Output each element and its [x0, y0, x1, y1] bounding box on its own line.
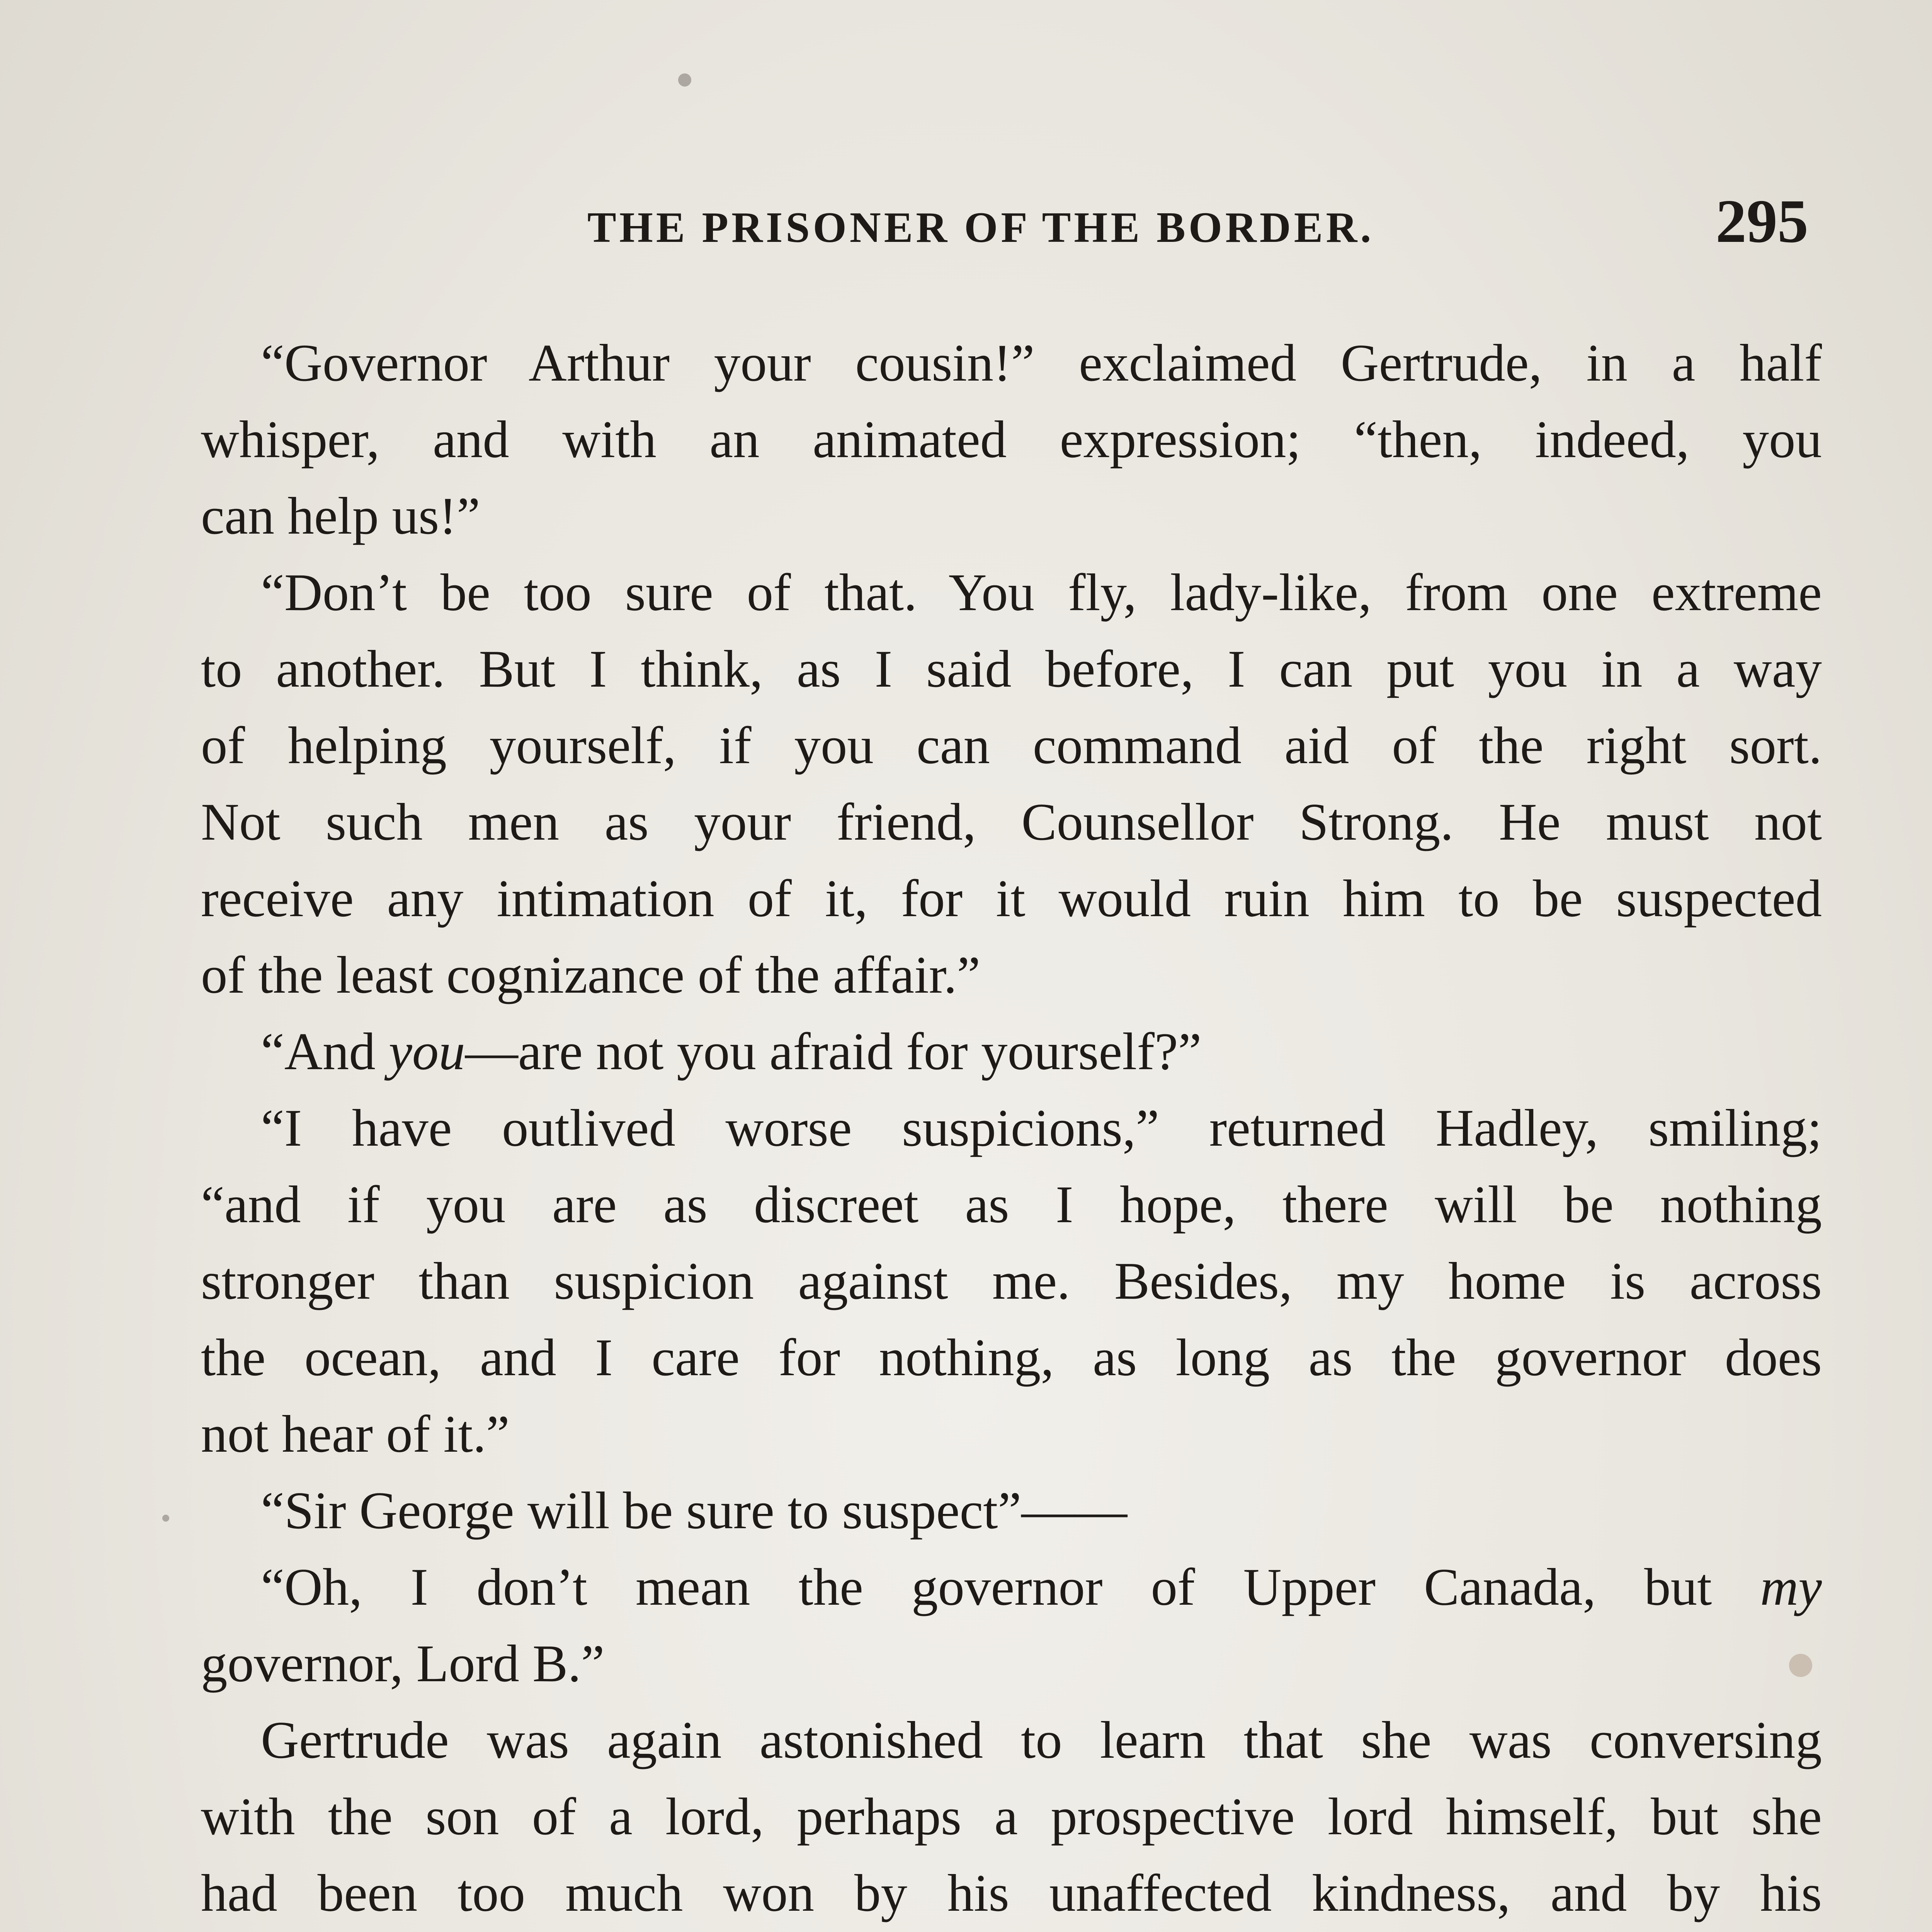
- paper-stain: [1789, 1654, 1812, 1677]
- text-line: governor, Lord B.”: [201, 1634, 605, 1693]
- text-line: receive any intimation of it, for it would ruin him to be suspected: [201, 869, 1822, 928]
- paper-speck: [678, 73, 691, 87]
- text-line: of helping yourself, if you can command aid of the right sort.: [201, 716, 1822, 775]
- text-line: to another. But I think, as I said before, I can put you in a way: [201, 639, 1822, 698]
- running-title: THE PRISONER OF THE BORDER.: [587, 204, 1374, 252]
- text-line: “Governor Arthur your cousin!” exclaimed Gertrude, in a half: [261, 333, 1822, 392]
- text-line: not hear of it.”: [201, 1405, 510, 1463]
- text-line: can help us!”: [201, 486, 480, 545]
- text-line: “I have outlived worse suspicions,” returned Hadley, smiling;: [261, 1099, 1822, 1157]
- text-line: “Sir George will be sure to suspect”——: [261, 1481, 1128, 1540]
- text-line: of the least cognizance of the affair.”: [201, 946, 981, 1004]
- text-line: with the son of a lord, perhaps a prospective lord himself, but she: [201, 1787, 1822, 1846]
- text-line: “Oh, I don’t mean the governor of Upper Canada, but my: [261, 1558, 1822, 1616]
- paper-speck: [162, 1515, 169, 1522]
- body-text: [201, 325, 1822, 1932]
- text-line: whisper, and with an animated expression; “then, indeed, you: [201, 410, 1822, 469]
- page-header: [0, 185, 1932, 263]
- page-number: 295: [1716, 187, 1808, 255]
- text-line: stronger than suspicion against me. Besides, my home is across: [201, 1252, 1822, 1310]
- text-line: “Don’t be too sure of that. You fly, lady-like, from one extreme: [261, 563, 1822, 622]
- text-line: had been too much won by his unaffected kindness, and by his: [201, 1864, 1822, 1922]
- text-line: Not such men as your friend, Counsellor Strong. He must not: [201, 793, 1822, 851]
- text-line: Gertrude was again astonished to learn that she was conversing: [261, 1711, 1822, 1769]
- text-line: the ocean, and I care for nothing, as long as the governor does: [201, 1328, 1822, 1387]
- text-line: “and if you are as discreet as I hope, there will be nothing: [201, 1175, 1822, 1234]
- text-line: “And you—are not you afraid for yourself?”: [261, 1022, 1202, 1081]
